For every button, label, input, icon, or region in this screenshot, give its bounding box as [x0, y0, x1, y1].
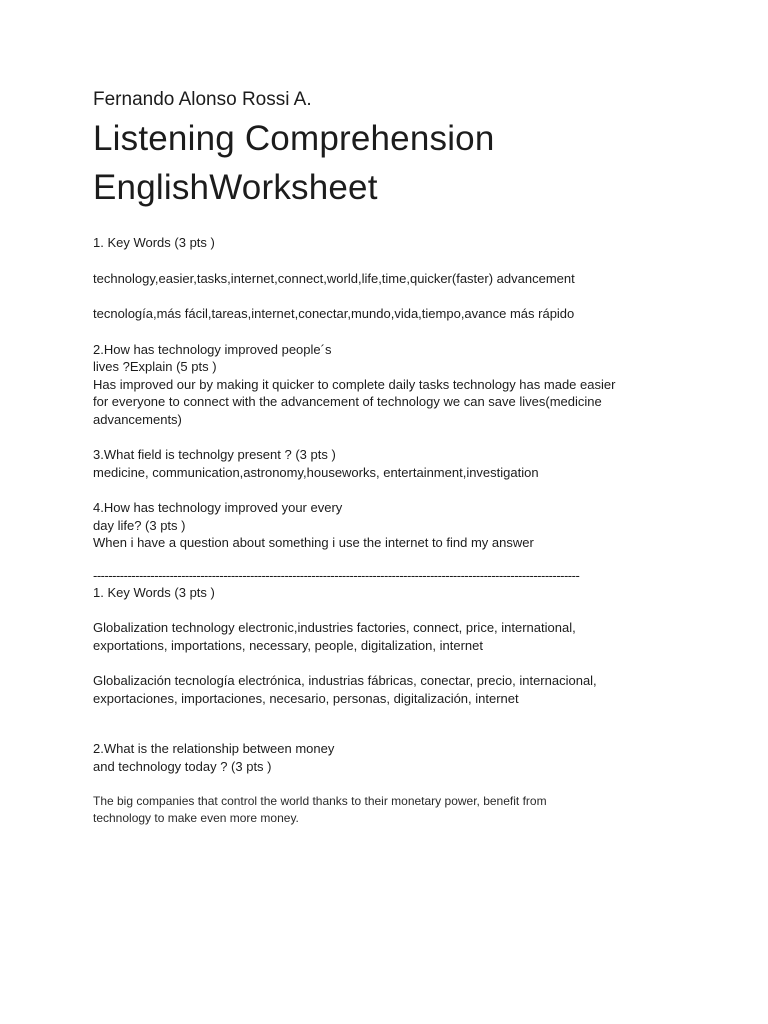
- answer-2-line-2: for everyone to connect with the advancement of technology we can save lives(medicine: [93, 394, 602, 409]
- part-2-question-2-line-2: and technology today ? (3 pts ): [93, 758, 272, 774]
- part-2-key-words-english-line-1: Globalization technology electronic,industries factories, connect, price, international,: [93, 620, 576, 635]
- part-2-key-words-english-line-2: exportations, importations, necessary, people, digitalization, internet: [93, 637, 483, 653]
- answer-4: When i have a question about something i use the internet to find my answer: [93, 535, 534, 550]
- part-2-key-words-spanish-line-2: exportaciones, importaciones, necesario, personas, digitalización, internet: [93, 690, 519, 706]
- part-2-key-words-spanish-line-1: Globalización tecnología electrónica, industrias fábricas, conectar, precio, internacional,: [93, 673, 597, 688]
- question-4-line-1: 4.How has technology improved your every: [93, 500, 343, 515]
- author-name: Fernando Alonso Rossi A.: [93, 89, 312, 110]
- part-2-answer-2-line-2: technology to make even more money.: [93, 811, 299, 825]
- part-2-question-1-heading: 1. Key Words (3 pts ): [93, 584, 215, 600]
- title-line-1: Listening Comprehension: [93, 119, 495, 158]
- part-2-answer-2-line-1: The big companies that control the world thanks to their monetary power, benefit from: [93, 794, 547, 808]
- key-words-english: technology,easier,tasks,internet,connect,world,life,time,quicker(faster) advancement: [93, 270, 575, 286]
- question-4-line-2: day life? (3 pts ): [93, 517, 186, 533]
- part-two: [93, 584, 693, 828]
- worksheet-title: [93, 114, 693, 212]
- section-divider: -------------------------------------------------------------------------------------------------------------------------------: [93, 567, 580, 583]
- answer-2-line-1: Has improved our by making it quicker to complete daily tasks technology has made easier: [93, 376, 616, 392]
- worksheet-page: [93, 88, 693, 827]
- part-one: [93, 234, 693, 552]
- key-words-spanish: tecnología,más fácil,tareas,internet,conectar,mundo,vida,tiempo,avance más rápido: [93, 306, 575, 321]
- answer-2-line-3: advancements): [93, 411, 182, 427]
- title-line-2: EnglishWorksheet: [93, 168, 378, 207]
- question-2-line-1: 2.How has technology improved people´s: [93, 341, 332, 357]
- question-2-line-2: lives ?Explain (5 pts ): [93, 359, 217, 374]
- part-2-question-2-line-1: 2.What is the relationship between money: [93, 741, 335, 756]
- question-1-heading: 1. Key Words (3 pts ): [93, 235, 215, 250]
- question-3-heading: 3.What field is technolgy present ? (3 pts ): [93, 447, 336, 462]
- answer-3: medicine, communication,astronomy,houseworks, entertainment,investigation: [93, 464, 539, 480]
